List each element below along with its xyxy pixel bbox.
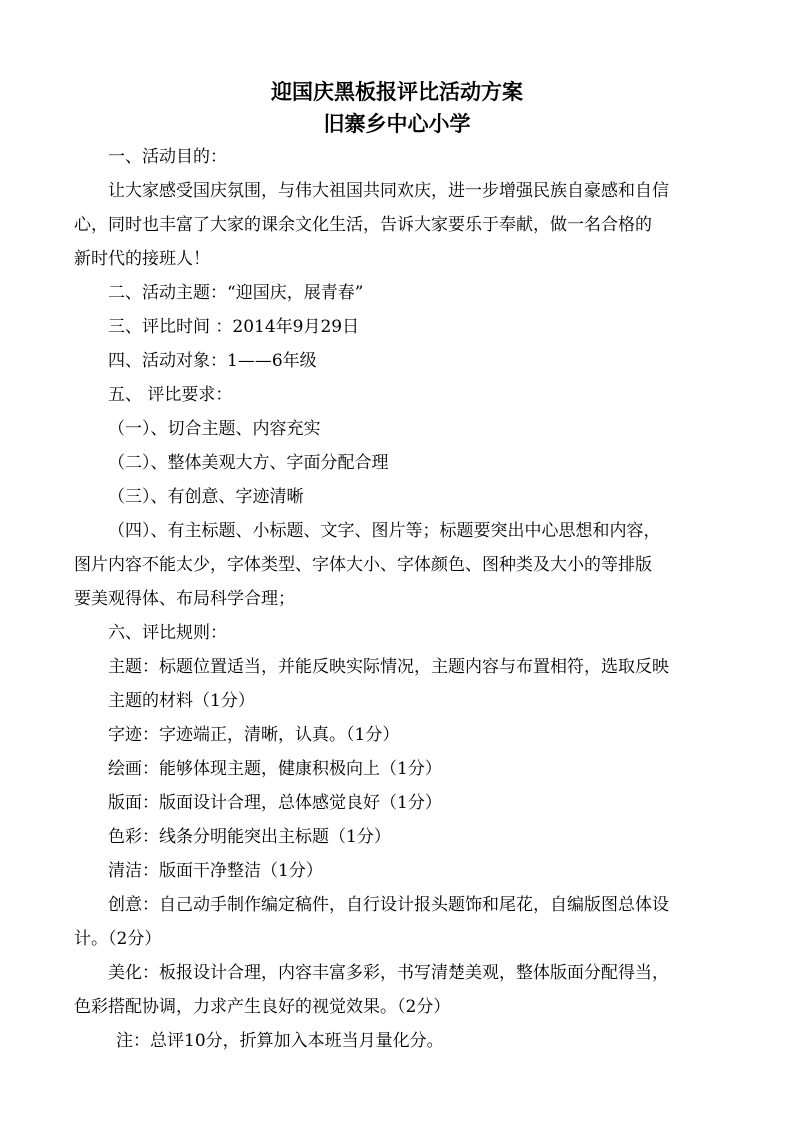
rule-item: 美化：板报设计合理，内容丰富多彩，书写清楚美观，整体版面分配得当， (108, 963, 669, 983)
rule-item: 字迹：字迹端正，清晰，认真。（1分） (108, 725, 400, 745)
purpose-text-line: 新时代的接班人！ (74, 249, 210, 269)
section-rules-heading: 六、评比规则： (108, 623, 227, 643)
rule-item-continued: 色彩搭配协调，力求产生良好的视觉效果。（2分） (74, 997, 451, 1017)
rule-item: 版面：版面设计合理，总体感觉良好（1分） (108, 793, 442, 813)
rule-item: 绘画：能够体现主题，健康积极向上（1分） (108, 759, 442, 779)
requirement-item: （二）、整体美观大方、字面分配合理 (108, 453, 389, 473)
rule-item: 色彩：线条分明能突出主标题（1分） (108, 827, 391, 847)
document-title: 迎国庆黑板报评比活动方案 (271, 79, 523, 104)
section-requirements-heading: 五、 评比要求： (108, 385, 233, 405)
requirement-item: （一）、切合主题、内容充实 (108, 419, 321, 439)
section-purpose-heading: 一、活动目的： (108, 147, 227, 167)
rule-item-continued: 主题的材料（1分） (108, 691, 255, 711)
requirement-item-continued: 要美观得体、布局科学合理； (74, 589, 295, 609)
rule-item: 主题：标题位置适当，并能反映实际情况，主题内容与布置相符，选取反映 (108, 657, 669, 677)
section-date: 三、评比时间 ：2014年9月29日 (108, 317, 360, 337)
requirement-item: （三）、有创意、字迹清晰 (108, 487, 304, 507)
school-name: 旧寨乡中心小学 (323, 111, 471, 136)
purpose-text-line: 心，同时也丰富了大家的课余文化生活，告诉大家要乐于奉献，做一名合格的 (74, 215, 652, 235)
note-line: 注：总评10分，折算加入本班当月量化分。 (116, 1031, 444, 1051)
section-theme: 二、活动主题：“迎国庆，展青春” (108, 283, 364, 303)
purpose-text-line: 让大家感受国庆氛围，与伟大祖国共同欢庆，进一步增强民族自豪感和自信 (108, 181, 669, 201)
requirement-item-continued: 图片内容不能太少，字体类型、字体大小、字体颜色、图种类及大小的等排版 (74, 555, 652, 575)
rule-item: 清洁：版面干净整洁（1分） (108, 861, 323, 881)
section-participants: 四、活动对象：1——6年级 (108, 351, 317, 371)
rule-item: 创意：自己动手制作编定稿件，自行设计报头题饰和尾花，自编版图总体设 (108, 895, 669, 915)
requirement-item: （四）、有主标题、小标题、文字、图片等；标题要突出中心思想和内容， (108, 521, 661, 541)
rule-item-continued: 计。（2分） (74, 929, 162, 949)
